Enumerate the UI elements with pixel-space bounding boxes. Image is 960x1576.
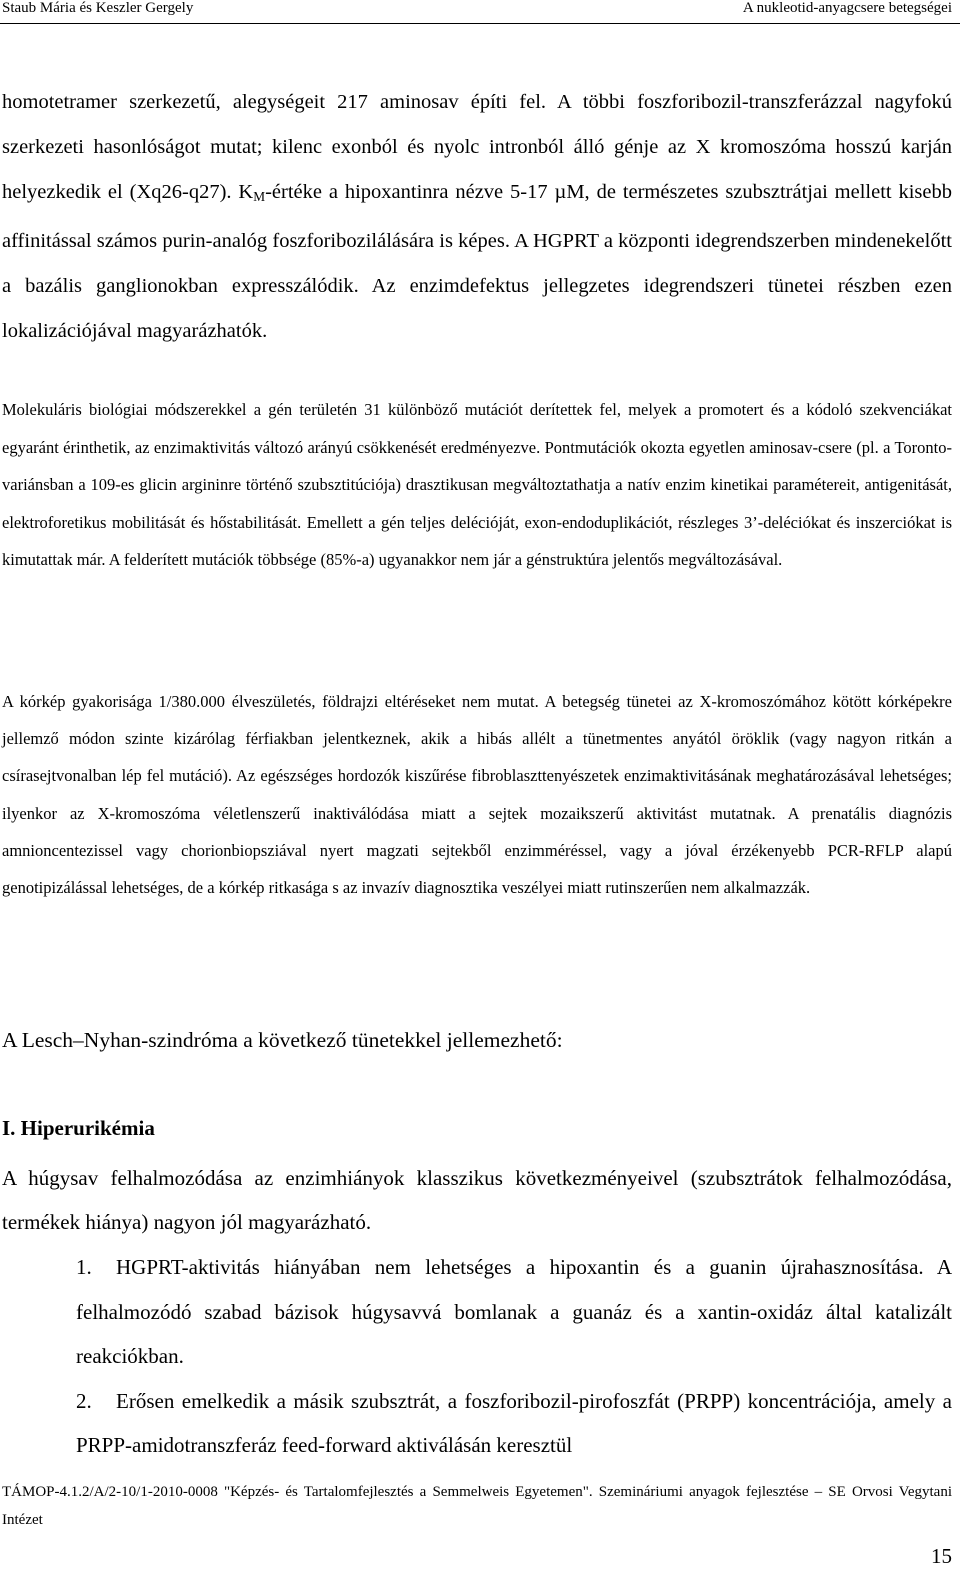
page-footer: TÁMOP-4.1.2/A/2-10/1-2010-0008 "Képzés- és Tartalomfejlesztés a Semmelweis Egyetemen". Szemináriumi anyagok fejlesztése – SE Orvosi Vegytani Intézet [2,1484,952,1528]
paragraph-hyperuricemia: A húgysav felhalmozódása az enzimhiányok klasszikus következményeivel (szubsztrátok felhalmozódása, termékek hiánya) nagyon jól magyarázható. [2,1166,952,1234]
subsection-title: I. Hiperurikémia [2,1116,155,1140]
paragraph-text: -értéke a hipoxantinra nézve 5-17 µM, de természetes szubsztrátjai mellett kisebb affinitással számos purin-analóg foszforibozilálására is képes. A HGPRT a központi idegrendszerben mindenekelőtt a bazális ganglionokban expresszálódik. Az enzimdefektus jellegzetes idegrendszeri tünetei részben ezen lokalizációjával magyarázhatók. [2,181,953,342]
list-item-number: 2. [76,1388,92,1413]
list-item [76,1379,952,1468]
section-heading: A Lesch–Nyhan-szindróma a következő tünetekkel jellemezhető: [2,1028,563,1052]
list-item-text: HGPRT-aktivitás hiányában nem lehetséges a hipoxantin és a guanin újrahasznosítása. A felhalmozódó szabad bázisok húgysavvá bomlanak a guanáz és a xantin-oxidáz által katalizált reakciókban. [76,1255,952,1368]
subscript-m: M [253,189,266,204]
header-divider [0,23,960,24]
list-item-number: 1. [76,1255,92,1279]
numbered-list [76,1245,952,1468]
list-item-text: Erősen emelkedik a másik szubsztrát, a foszforibozil-pirofoszfát (PRPP) koncentrációja, amely a PRPP-amidotranszferáz feed-forward aktiválásán keresztül [76,1388,952,1457]
header-authors: Staub Mária és Keszler Gergely [2,0,194,16]
paragraph-epidemiology: A kórkép gyakorisága 1/380.000 élveszületés, földrajzi eltéréseket nem mutat. A betegség tünetei az X-kromoszómához kötött kórképekre jellemző módon szinte kizárólag férfiakban jelentkeznek, akik a hibás allélt a tünetmentes anyától öröklik (vagy nagyon ritkán a csírasejtvonalban lép fel mutáció). Az egészséges hordozók kiszűrése fibroblaszttenyészetek enzimaktivitásának meghatározásával lehetséges; ilyenkor az X-kromoszóma véletlenszerű inaktiválódása miatt a sejtek mozaikszerű aktivitást mutatnak. A prenatális diagnózis amnioncentezissel vagy chorionbiopsziával nyert magzati sejtekből enzimméréssel, vagy a jóval érzékenyebb PCR-RFLP alapú genotipizálással lehetséges, de a kórkép ritkasága s az invazív diagnosztika veszélyei miatt rutinszerűen nem alkalmazzák. [2,692,952,898]
paragraph-mutations: Molekuláris biológiai módszerekkel a gén területén 31 különböző mutációt derítettek fel, melyek a promotert és a kódoló szekvenciákat egyaránt érinthetik, az enzimaktivitás változó arányú csökkenését eredményezve. Pontmutációk okozta egyetlen aminosav-csere (pl. a Toronto-variánsban a 109-es glicin argininre történő szubsztitúciója) drasztikusan megváltoztathatja a natív enzim kinetikai paramétereit, antigenitását, elektroforetikus mobilitását és hőstabilitását. Emellett a gén teljes delécióját, exon-endoduplikációt, részleges 3’-deléciókat és inszerciókat is kimutattak már. A felderített mutációk többsége (85%-a) ugyanakkor nem jár a génstruktúra jelentős megváltozásával. [2,400,952,569]
list-item [76,1245,952,1379]
header-chapter-title: A nukleotid-anyagcsere betegségei [742,0,952,16]
paragraph-text: homotetramer szerkezetű, alegységeit 217 aminosav építi fel. A többi foszforibozil-transzferázzal nagyfokú szerkezeti hasonlóságot mutat; kilenc exonból és nyolc intronból álló génje az X kromoszóma hosszú karján helyezkedik el (Xq26-q27). K [2,91,952,203]
page-number: 15 [931,1544,952,1568]
paragraph-enzyme-structure [2,80,952,354]
